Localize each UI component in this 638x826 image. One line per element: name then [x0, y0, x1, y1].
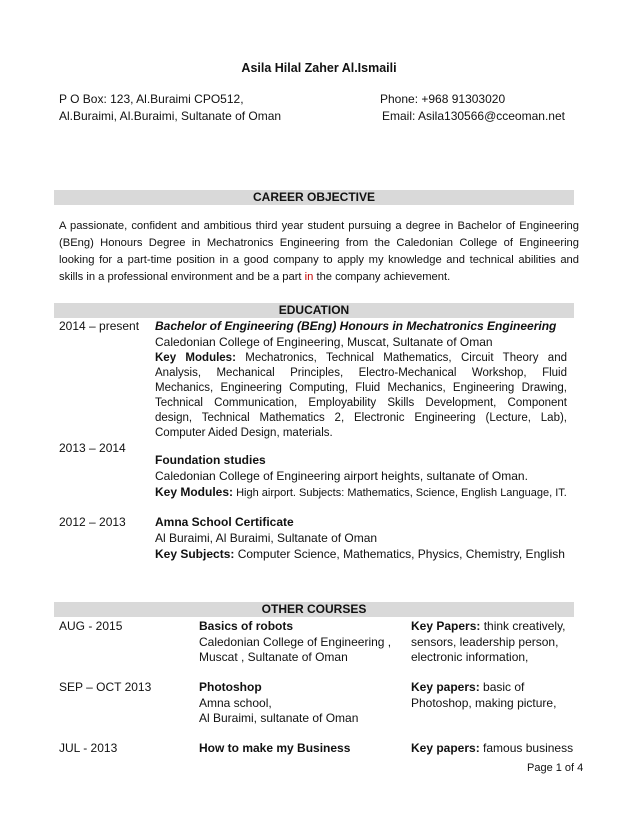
key-text: High airport. Subjects: Mathematics, Science, English Language, IT. [233, 487, 567, 499]
degree-title: Amna School Certificate [155, 515, 294, 529]
career-objective-text [59, 218, 579, 286]
address-line-2: Al.Buraimi, Al.Buraimi, Sultanate of Oman [59, 109, 282, 123]
degree-title: Foundation studies [155, 453, 266, 467]
course-key-papers [411, 619, 576, 666]
education-date: 2014 – present [59, 319, 140, 333]
course-entry [199, 619, 404, 666]
career-objective-heading: CAREER OBJECTIVE [54, 190, 574, 205]
education-date: 2013 – 2014 [59, 441, 126, 455]
career-text-in: in [304, 271, 314, 283]
candidate-name: Asila Hilal Zaher Al.Ismaili [241, 61, 397, 75]
address-line-1: P O Box: 123, Al.Buraimi CPO512, [59, 92, 244, 106]
key-label: Key Papers: [411, 619, 481, 633]
institution: Al Buraimi, Al Buraimi, Sultanate of Oman [155, 531, 378, 545]
course-title: Photoshop [199, 680, 262, 694]
key-text: electronic information, [411, 650, 529, 664]
course-line: Caledonian College of Engineering , [199, 634, 392, 649]
course-date: AUG - 2015 [59, 619, 123, 633]
key-subjects [155, 547, 567, 562]
career-text-b: the company achievement. [313, 271, 451, 283]
other-courses-heading: OTHER COURSES [54, 602, 574, 617]
career-text-a: A passionate, confident and ambitious third year student pursuing a degree in Bachelor of Engineering (BEng) Honours Degree in Mechatronics Engineering from the Caledonian College of Engineering looking for a part-time position in a good company to apply my knowledge and technical abilities and skills in a professional environment and be a part [59, 220, 579, 283]
institution: Caledonian College of Engineering, Muscat, Sultanate of Oman [155, 335, 493, 349]
course-line: Amna school, [199, 695, 272, 710]
key-text: sensors, leadership person, [411, 634, 559, 649]
course-line: Al Buraimi, sultanate of Oman [199, 711, 359, 725]
course-key-papers [411, 741, 576, 757]
key-modules [155, 351, 567, 441]
course-date: JUL - 2013 [59, 741, 118, 755]
education-entry [155, 515, 567, 562]
education-heading: EDUCATION [54, 303, 574, 318]
course-key-papers [411, 680, 576, 711]
course-line: Muscat , Sultanate of Oman [199, 650, 348, 664]
page-number: Page 1 of 4 [527, 762, 584, 774]
course-title: How to make my Business [199, 741, 351, 755]
education-date: 2012 – 2013 [59, 515, 126, 529]
key-text: basic of [479, 680, 525, 694]
education-entry [155, 453, 567, 501]
address-block [59, 91, 281, 125]
key-label: Key Modules: [155, 485, 234, 499]
key-text: Photoshop, making picture, [411, 695, 557, 710]
key-text: famous business [479, 741, 574, 755]
key-label: Key papers: [411, 680, 480, 694]
course-date: SEP – OCT 2013 [59, 680, 152, 694]
contact-block [380, 91, 565, 125]
course-entry [199, 680, 404, 727]
key-label: Key Modules: [155, 352, 236, 364]
key-modules [155, 485, 567, 501]
phone: Phone: +968 91303020 [380, 92, 506, 106]
email: Email: Asila130566@cceoman.net [382, 109, 565, 123]
key-label: Key Subjects: [155, 547, 235, 561]
course-title: Basics of robots [199, 619, 294, 633]
key-label: Key papers: [411, 741, 480, 755]
degree-title: Bachelor of Engineering (BEng) Honours in Mechatronics Engineering [155, 319, 557, 333]
key-text: think creatively, [480, 619, 566, 633]
key-text: Computer Science, Mathematics, Physics, Chemistry, English [234, 547, 565, 561]
course-entry [199, 741, 404, 757]
institution: Caledonian College of Engineering airport heights, sultanate of Oman. [155, 469, 528, 483]
key-text: Mechatronics, Technical Mathematics, Circuit Theory and Analysis, Mechanical Principles, Electro-Mechanical Workshop, Fluid Mechanics, Engineering Computing, Fluid Mechanics, Engineering Drawing, Technical Communication, Employability Skills Development, Component design, Technical Mathematics 2, Electronic Engineering (Lecture, Lab), Computer Aided Design, materials. [155, 352, 567, 439]
education-entry [155, 319, 567, 441]
